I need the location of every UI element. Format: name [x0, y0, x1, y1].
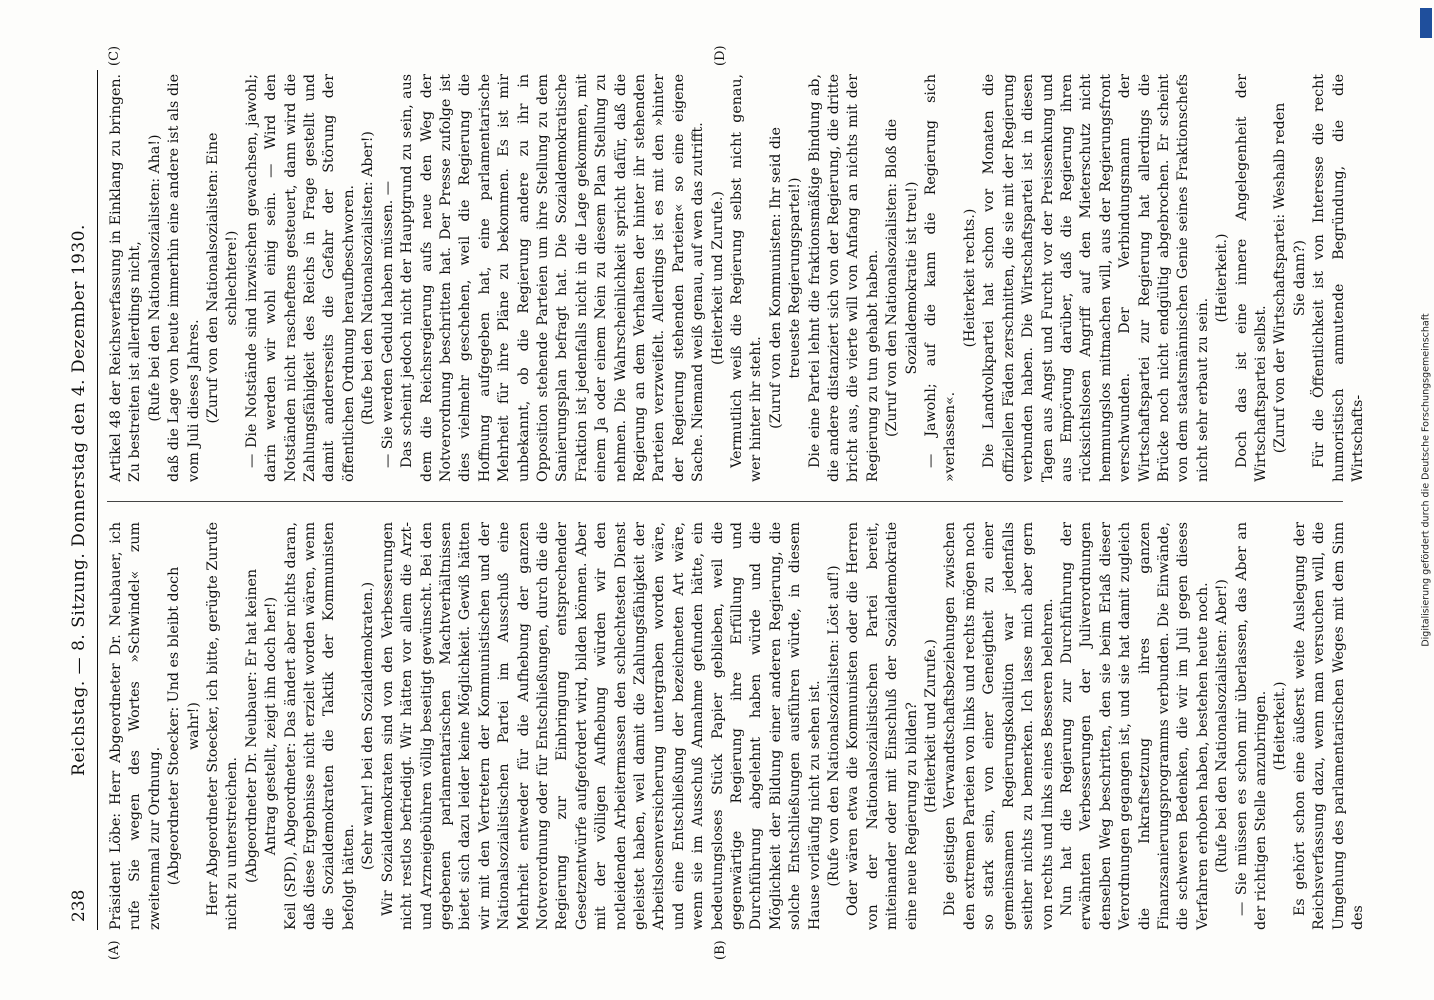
margin-mark-b: (B) [713, 940, 728, 960]
paragraph: Artikel 48 der Reichsverfassung in Einklang zu bringen. Zu bestreiten ist allerdings nicht, [108, 74, 144, 482]
paragraph: Präsident Löbe: Herr Abgeordneter Dr. Neubauer, ich rufe Sie wegen des Wortes »Schwindel« zum zweitenmal zur Ordnung. [108, 522, 163, 930]
paragraph: Doch das ist eine innere Angelegenheit der Wirtschaftspartei selbst. [1233, 74, 1269, 482]
interjection: (Heiterkeit.) [1214, 233, 1231, 323]
paragraph: Für die Öffentlichkeit ist von Interesse die recht humoristisch anmutende Begründung, die die Wirtschafts- [1311, 74, 1366, 482]
side-credit-text: Digitalisierung gefördert durch die Deutsche Forschungsgemeinschaft [1420, 313, 1432, 647]
margin-mark-a: (A) [107, 940, 122, 960]
interjection: (Rufe bei den Nationalsozialisten: Aha!) [146, 134, 163, 422]
interjection: (Rufe von den Nationalsozialisten: Löst auf!) [826, 565, 843, 887]
paragraph: Wir Sozialdemokraten sind von den Verbesserungen nicht restlos befriedigt. Wir hätten vor allem die Arzt- und Arzneigebühren völlig beseitigt gewünscht. Bei den gegebenen parlamentarischen Machtverhältnissen bietet sich dazu leider keine Möglichkeit. Gewiß hätten wir mit den Vertretern der Kommunistischen und der Nationalsozialistischen Partei im Ausschuß eine Mehrheit entweder für die Aufhebung der ganzen Notverordnung oder für Entschließungen, durch die die Regierung zur Einbringung entsprechender Gesetzentwürfe aufgefordert wird, bilden können. Aber mit der völligen Aufhebung würden wir den notleidenden Arbeitermassen den schlechtesten Dienst geleistet haben, weil damit die Zahlungsfähigkeit der Arbeitslosenversicherung untergraben worden wäre, und eine Entschließung der bezeichneten Art wäre, wenn sie im Ausschuß Annahme gefunden hätte, ein bedeutungsloses Stück Papier geblieben, weil die gegenwärtige Regierung ihre Erfüllung und Durchführung abgelehnt haben würde und die Möglichkeit der Bildung einer anderen Regierung, die solche Entschließungen ausführen würde, in diesem Hause vorläufig nicht zu sehen ist. [379, 522, 823, 930]
interjection: (Heiterkeit rechts.) [961, 208, 978, 348]
paragraph: Die eine Partei lehnt die fraktionsmäßige Bindung ab, die andere distanziert sich von der Regierung, die dritte bricht aus, die vierte will von Anfang an nichts mit der Regierung zu tun gehabt haben. [806, 74, 881, 482]
rotated-page [63, 45, 1366, 960]
running-head: Reichstag. — 8. Sitzung. Donnerstag den 4. Dezember 1930. [69, 224, 89, 776]
interjection: (Abgeordneter Stoecker: Und es bleibt doch wahr!) [166, 566, 202, 886]
paragraph: — Die Notstände sind inzwischen gewachsen, jawohl; darin werden wir wohl einig sein. — Wird den Notständen nicht rascheftens gesteuert, dann wird die Zahlungsfähigkeit des Reichs in Frage gestellt und damit andererseits die Gefahr der Störung der öffentlichen Ordnung heraufbeschworen. [243, 74, 357, 482]
paragraph: Keil (SPD), Abgeordneter: Das ändert aber nichts daran, daß diese Ergebnisse nicht erzielt worden wären, wenn die Sozialdemokraten die Taktik der Kommunisten befolgt hätten. [282, 522, 357, 930]
paragraph: — Sie müssen es schon mir überlassen, das Aber an der richtigen Stelle anzubringen. [1233, 522, 1269, 930]
interjection: (Zuruf von den Kommunisten: Ihr seid die treueste Regierungspartei!) [767, 127, 804, 429]
interjection: (Heiterkeit.) [1272, 681, 1289, 771]
paragraph: Die Landvolkpartei hat schon vor Monaten die offiziellen Fäden zerschnitten, die sie mit der Regierung verbunden haben. Die Wirtschaftspartei ist in diesen Tagen aus Angst und Furcht vor der Preissenkung und aus Empörung darüber, daß die Regierung ihren rücksichtslosen Angriff auf den Mieterschutz nicht hemmungslos mitmachen will, aus der Regierungsfront verschwunden. Der Verbindungsmann der Wirtschaftspartei zur Regierung hat allerdings die Brücke noch nicht endgültig abgebrochen. Er scheint von dem staatsmännischen Genie seines Fraktionschefs nicht sehr erbaut zu sein. [981, 74, 1211, 482]
interjection: (Heiterkeit und Zurufe.) [709, 191, 726, 365]
dfg-logo [1420, 8, 1432, 38]
margin-mark-c: (C) [107, 45, 122, 66]
paragraph: Das scheint jedoch nicht der Hauptgrund zu sein, aus dem die Reichsregierung aufs neue den Weg der Notverordnung beschritten hat. Der Presse zufolge ist dies vielmehr geschehen, weil die Regierung die Hoffnung aufgegeben hat, eine parlamentarische Mehrheit für ihre Pläne zu bekommen. Es ist mir unbekannt, ob die Regierung andere zu ihr in Opposition stehende Parteien um ihre Stellung zu dem Sanierungsplan befragt hat. Die Sozialdemokratische Fraktion ist jedenfalls nicht in die Lage gekommen, mit einem Ja oder einem Nein zu diesem Plan Stellung zu nehmen. Die Wahrscheinlichkeit spricht dafür, daß die Regierung an dem Verhalten der hinter ihr stehenden Parteien verzweifelt. Allerdings ist es mit den »hinter der Regierung stehenden Parteien« so eine eigene Sache. Niemand weiß genau, auf wen das zutrifft. [399, 74, 707, 482]
interjection: (Zuruf von den Nationalsozialisten: Eine schlechtere!) [205, 132, 241, 424]
column-divider [107, 501, 1343, 502]
paragraph: — Sie werden Geduld haben müssen. — [379, 181, 396, 468]
left-column [107, 522, 1368, 930]
interjection: (Rufe bei den Nationalsozialisten: Aber!) [360, 131, 377, 425]
paragraph: Die geistigen Verwandtschaftsbeziehungen zwischen den extremen Parteien von links und rechts mögen noch so stark sein, von einer Geneigtheit zu einer gemeinsamen Regierungskoalition war jedenfalls seither nichts zu bemerken. Ich lasse mich aber gern von rechts und links eines Besseren belehren. [942, 522, 1056, 930]
paragraph: Herr Abgeordneter Stoecker, ich bitte, gerügte Zurufe nicht zu unterstreichen. [205, 522, 241, 930]
paragraph: Nun hat die Regierung zur Durchführung der erwähnten Verbesserungen der Juliverordnungen denselben Weg beschritten, den sie beim Erlaß dieser Verordnungen gegangen ist, und sie hat damit zugleich die Inkraftsetzung ihres ganzen Finanzsanierungsprogramms verbunden. Die Einwände, die schweren Bedenken, die wir im Juli gegen dieses Verfahren erhoben haben, bestehen heute noch. [1058, 522, 1211, 930]
margin-mark-d: (D) [713, 45, 728, 66]
interjection: (Rufe bei den Nationalsozialisten: Aber!) [1214, 579, 1231, 873]
interjection: (Abgeordneter Dr. Neubauer: Er hat keinen Antrag gestellt, zeigt ihn doch her!) [243, 568, 280, 884]
paragraph: Vermutlich weiß die Regierung selbst nicht genau, wer hinter ihr steht. [729, 74, 765, 482]
page-number: 238 [69, 889, 89, 922]
interjection: (Heiterkeit und Zurufe.) [923, 639, 940, 813]
interjection: (Zuruf von der Wirtschaftspartei: Weshalb reden Sie dann?) [1272, 102, 1308, 454]
paragraph: daß die Lage von heute immerhin eine andere ist als die vom Juli dieses Jahres. [166, 74, 202, 482]
paragraph: Es gehört schon eine äußerst weite Auslegung der Reichsverfassung dazu, wenn man versuchen will, die Umgehung des parlamentarischen Weges mit dem Sinn des [1291, 522, 1366, 930]
side-credit [1419, 100, 1433, 860]
paragraph: — Jawohl; auf die kann die Regierung sich »verlassen«. [923, 74, 959, 482]
paragraph: Oder wären etwa die Kommunisten oder die Herren von der Nationalsozialistischen Partei bereit, miteinander oder mit Einschluß der Sozialdemokratie eine neue Regierung zu bilden? [845, 522, 920, 930]
interjection: (Sehr wahr! bei den Sozialdemokraten.) [360, 581, 377, 871]
interjection: (Zuruf von den Nationalsozialisten: Bloß die Sozialdemokratie ist treu!) [884, 119, 920, 438]
page-header [63, 70, 98, 930]
right-column [107, 74, 1368, 482]
